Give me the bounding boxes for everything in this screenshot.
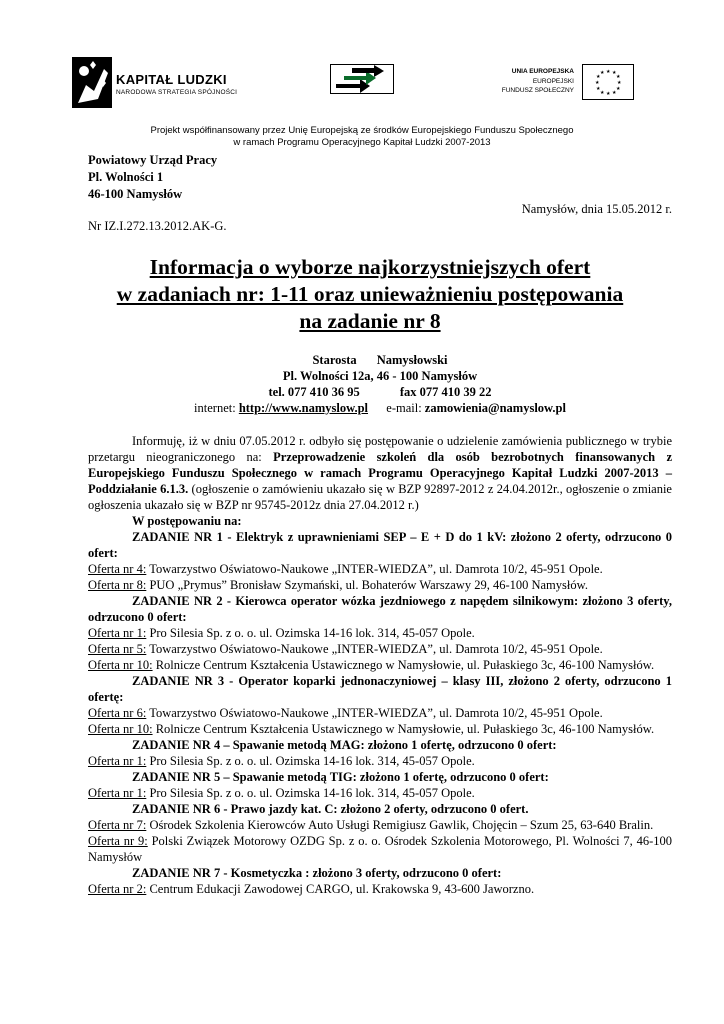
offer-item bbox=[88, 833, 672, 865]
svg-text:★: ★ bbox=[616, 74, 621, 80]
svg-text:★: ★ bbox=[617, 80, 622, 86]
offer-item bbox=[88, 705, 672, 721]
offer-text: Towarzystwo Oświatowo-Naukowe „INTER-WIEDZA”, ul. Damrota 10/2, 45-951 Opole. bbox=[146, 562, 603, 576]
task-heading: ZADANIE NR 7 - Kosmetyczka : złożono 3 oferty, odrzucono 0 ofert: bbox=[132, 866, 502, 880]
intro-subject: Przeprowadzenie szkoleń dla osób bezrobotnych finansowanych z Europejskiego Funduszu Społecznego w ramach Programu Operacyjnego Kapitał Ludzki 2007-2013 – Poddziałanie 6.1.3. bbox=[88, 450, 672, 496]
cofinancing-line-2: w ramach Programu Operacyjnego Kapitał Ludzki 2007-2013 bbox=[233, 137, 491, 148]
offer-item bbox=[88, 625, 672, 641]
title-line-1: Informacja o wyborze najkorzystniejszych ofert bbox=[149, 255, 591, 279]
internet-label: internet: bbox=[194, 401, 236, 415]
title-line-3: na zadanie nr 8 bbox=[299, 309, 441, 333]
document-body bbox=[88, 433, 672, 897]
cofinancing-line-1: Projekt współfinansowany przez Unię Europejską ze środków Europejskiego Funduszu Społecznego bbox=[150, 125, 574, 136]
offer-label: Oferta nr 7: bbox=[88, 818, 147, 832]
powiatowy-urzad-pracy-logo bbox=[330, 64, 394, 94]
task-heading: ZADANIE NR 3 - Operator koparki jednonaczyniowej – klasy III, złożono 2 oferty, odrzucono 1 ofertę: bbox=[88, 674, 672, 704]
offer-label: Oferta nr 1: bbox=[88, 626, 147, 640]
task-heading: ZADANIE NR 5 – Spawanie metodą TIG: złożono 1 ofertę, odrzucono 0 ofert: bbox=[132, 770, 549, 784]
offer-label: Oferta nr 1: bbox=[88, 754, 147, 768]
offer-text: Rolnicze Centrum Kształcenia Ustawicznego w Namysłowie, ul. Pułaskiego 3c, 46-100 Namysłów. bbox=[152, 722, 655, 736]
task-heading: ZADANIE NR 1 - Elektryk z uprawnieniami SEP – E + D do 1 kV: złożono 2 oferty, odrzucono 0 ofert: bbox=[88, 530, 672, 560]
intro-paragraph bbox=[88, 433, 672, 513]
svg-text:★: ★ bbox=[606, 91, 611, 97]
intro-part-3: (ogłoszenie o zamówieniu ukazało się w BZP 92897-2012 z 24.04.2012r., ogłoszenie o zmianie ogłoszenia ukazało się w BZP nr 95745-2012z dnia 27.04.2012 r.) bbox=[88, 482, 672, 512]
offer-text: Centrum Edukacji Zawodowej CARGO, ul. Krakowska 9, 43-600 Jaworzno. bbox=[146, 882, 535, 896]
svg-text:★: ★ bbox=[600, 70, 605, 76]
task-heading: ZADANIE NR 6 - Prawo jazdy kat. C: złożono 2 oferty, odrzucono 0 ofert. bbox=[132, 802, 529, 816]
offer-text: Polski Związek Motorowy OZDG Sp. z o. o. Ośrodek Szkolenia Motorowego, Pl. Wolności 7, 46-100 Namysłów bbox=[88, 834, 672, 864]
task-heading: ZADANIE NR 4 – Spawanie metodą MAG: złożono 1 ofertę, odrzucono 0 ofert: bbox=[132, 738, 557, 752]
cofinancing-note bbox=[0, 125, 724, 149]
offer-item bbox=[88, 561, 672, 577]
website-link[interactable]: http://www.namyslow.pl bbox=[238, 401, 369, 415]
document-title bbox=[60, 254, 680, 335]
place-and-date: Namysłów, dnia 15.05.2012 r. bbox=[521, 202, 672, 216]
offer-item bbox=[88, 817, 672, 833]
svg-text:★: ★ bbox=[612, 90, 617, 96]
intro-part-1: Informuję, iż w dniu 07.05.2012 r. odbyło się postępowanie o udzielenie zamówienia publicznego w trybie przetargu nieograniczonego na: bbox=[88, 434, 672, 464]
authority-address: Pl. Wolności 12a, 46 - 100 Namysłów bbox=[282, 369, 478, 383]
offer-text: Ośrodek Szkolenia Kierowców Auto Usługi Remigiusz Gawlik, Chojęcin – Szum 25, 63-640 Bralin. bbox=[146, 818, 654, 832]
offer-text: Towarzystwo Oświatowo-Naukowe „INTER-WIEDZA”, ul. Damrota 10/2, 45-951 Opole. bbox=[146, 642, 603, 656]
offer-label: Oferta nr 10: bbox=[88, 722, 153, 736]
svg-text:★: ★ bbox=[606, 69, 611, 75]
offer-text: Pro Silesia Sp. z o. o. ul. Ozimska 14-16 lok. 314, 45-057 Opole. bbox=[146, 626, 475, 640]
svg-text:★: ★ bbox=[596, 74, 601, 80]
kapital-ludzki-emblem-icon bbox=[68, 55, 114, 110]
offer-text: Pro Silesia Sp. z o. o. ul. Ozimska 14-16 lok. 314, 45-057 Opole. bbox=[146, 786, 475, 800]
authority-web-row bbox=[0, 400, 724, 416]
offer-item bbox=[88, 785, 672, 801]
svg-text:★: ★ bbox=[600, 90, 605, 96]
kapital-ludzki-title: KAPITAŁ LUDZKI bbox=[116, 72, 227, 87]
email-address[interactable]: zamowienia@namyslow.pl bbox=[424, 401, 566, 415]
reference-number: Nr IZ.I.272.13.2012.AK-G. bbox=[88, 219, 227, 233]
svg-text:★: ★ bbox=[616, 86, 621, 92]
sender-line-1: Powiatowy Urząd Pracy bbox=[88, 153, 218, 167]
sender-line-2: Pl. Wolności 1 bbox=[88, 170, 164, 184]
offer-label: Oferta nr 10: bbox=[88, 658, 153, 672]
svg-text:★: ★ bbox=[595, 80, 600, 86]
contracting-authority bbox=[0, 352, 724, 416]
unia-europejska-logo bbox=[500, 64, 640, 100]
authority-tel: tel. 077 410 36 95 bbox=[268, 385, 360, 399]
offer-label: Oferta nr 2: bbox=[88, 882, 147, 896]
svg-text:★: ★ bbox=[612, 70, 617, 76]
offer-item bbox=[88, 641, 672, 657]
offer-item bbox=[88, 881, 672, 897]
offer-item bbox=[88, 657, 672, 673]
offer-text: PUO „Prymus” Bronisław Szymański, ul. Bohaterów Warszawy 29, 46-100 Namysłów. bbox=[146, 578, 588, 592]
offer-text: Rolnicze Centrum Kształcenia Ustawicznego w Namysłowie, ul. Pułaskiego 3c, 46-100 Namysłów. bbox=[152, 658, 655, 672]
authority-phone-row bbox=[0, 384, 724, 400]
offer-item bbox=[88, 721, 672, 737]
offer-text: Pro Silesia Sp. z o. o. ul. Ozimska 14-16 lok. 314, 45-057 Opole. bbox=[146, 754, 475, 768]
eu-flag-icon bbox=[582, 64, 634, 100]
offer-item bbox=[88, 577, 672, 593]
kapital-ludzki-subtitle: NARODOWA STRATEGIA SPÓJNOŚCI bbox=[116, 89, 238, 96]
in-proceedings-label: W postępowaniu na: bbox=[132, 514, 242, 528]
email-label: e-mail: bbox=[386, 401, 422, 415]
pup-arrows-icon bbox=[330, 64, 394, 94]
offer-label: Oferta nr 5: bbox=[88, 642, 147, 656]
title-line-2: w zadaniach nr: 1-11 oraz unieważnieniu postępowania bbox=[116, 282, 624, 306]
offer-text: Towarzystwo Oświatowo-Naukowe „INTER-WIEDZA”, ul. Damrota 10/2, 45-951 Opole. bbox=[146, 706, 603, 720]
ue-line-1: UNIA EUROPEJSKA bbox=[511, 68, 574, 75]
offer-item bbox=[88, 753, 672, 769]
ue-line-2: EUROPEJSKI bbox=[532, 78, 574, 85]
svg-text:★: ★ bbox=[596, 86, 601, 92]
offer-label: Oferta nr 9: bbox=[88, 834, 148, 848]
offer-label: Oferta nr 6: bbox=[88, 706, 147, 720]
authority-fax: fax 077 410 39 22 bbox=[399, 385, 492, 399]
kapital-ludzki-logo bbox=[68, 55, 248, 110]
sender-line-3: 46-100 Namysłów bbox=[88, 187, 183, 201]
tasks-list bbox=[88, 529, 672, 897]
authority-name-a: Starosta bbox=[312, 353, 357, 367]
task-heading: ZADANIE NR 2 - Kierowca operator wózka jezdniowego z napędem silnikowym: złożono 3 oferty, odrzucono 0 ofert: bbox=[88, 594, 672, 624]
ue-line-3: FUNDUSZ SPOŁECZNY bbox=[501, 87, 574, 94]
offer-label: Oferta nr 4: bbox=[88, 562, 147, 576]
authority-name-row bbox=[0, 352, 724, 368]
authority-name-b: Namysłowski bbox=[376, 353, 448, 367]
offer-label: Oferta nr 1: bbox=[88, 786, 147, 800]
offer-label: Oferta nr 8: bbox=[88, 578, 147, 592]
